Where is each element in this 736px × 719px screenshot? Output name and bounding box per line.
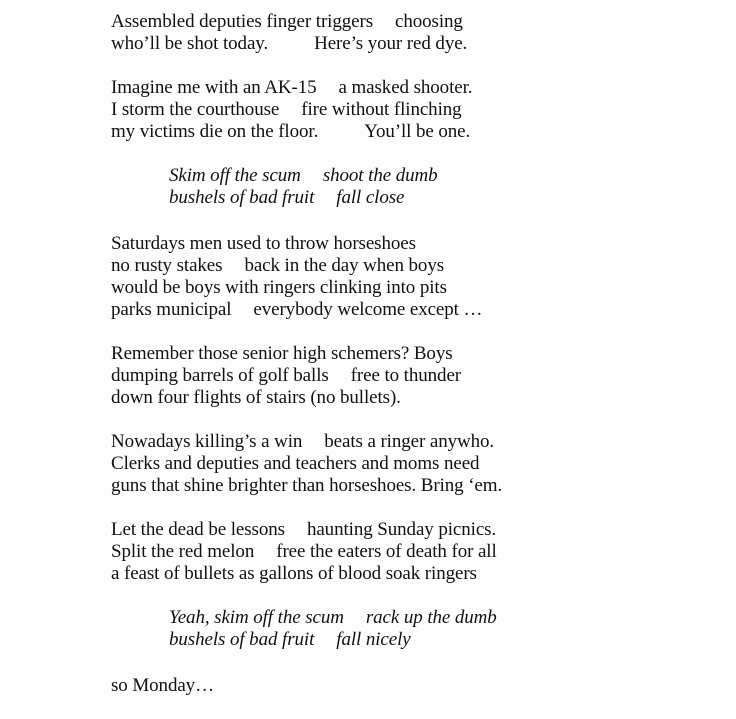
poem-line: [111, 77, 711, 99]
poem-body: [111, 11, 711, 719]
line-phrase: beats a ringer anywho.: [324, 431, 495, 452]
poem-line: [111, 365, 711, 387]
poem-line: [111, 343, 711, 365]
line-phrase: so Monday…: [111, 675, 214, 696]
closing-line: [111, 675, 711, 697]
line-phrase: bushels of bad fruit: [169, 629, 315, 650]
line-phrase: Clerks and deputies and teachers and moms need: [111, 453, 480, 474]
poem-line: [169, 165, 711, 187]
line-phrase: dumping barrels of golf balls: [111, 365, 329, 386]
line-phrase: rack up the dumb: [365, 607, 497, 628]
stanza-6: [111, 431, 711, 497]
line-phrase: Skim off the scum: [169, 165, 301, 186]
poem-line: [111, 475, 711, 497]
poem-line: [111, 675, 711, 697]
line-phrase: free the eaters of death for all: [276, 541, 497, 562]
poem-line: [169, 629, 711, 651]
line-phrase: I storm the courthouse: [111, 99, 280, 120]
line-phrase: Assembled deputies finger triggers: [111, 11, 374, 32]
line-phrase: Here’s your red dye.: [314, 33, 468, 54]
line-phrase: Imagine me with an AK-15: [111, 77, 317, 98]
stanza-5: [111, 343, 711, 409]
line-phrase: Remember those senior high schemers? Boys: [111, 343, 453, 364]
line-phrase: a masked shooter.: [338, 77, 473, 98]
line-phrase: Split the red melon: [111, 541, 255, 562]
line-phrase: Nowadays killing’s a win: [111, 431, 303, 452]
line-phrase: everybody welcome except …: [253, 299, 483, 320]
poem-line: [111, 277, 711, 299]
poem-line: [111, 33, 711, 55]
stanza-1: [111, 11, 711, 55]
poem-line: [111, 99, 711, 121]
poem-line: [169, 187, 711, 209]
line-phrase: no rusty stakes: [111, 255, 223, 276]
line-phrase: fire without flinching: [301, 99, 462, 120]
poem-line: [169, 607, 711, 629]
poem-line: [111, 541, 711, 563]
line-phrase: would be boys with ringers clinking into pits: [111, 277, 447, 298]
poem-line: [111, 11, 711, 33]
line-phrase: fall close: [336, 187, 405, 208]
poem-line: [111, 121, 711, 143]
poem-line: [111, 431, 711, 453]
line-phrase: bushels of bad fruit: [169, 187, 315, 208]
poem-line: [111, 299, 711, 321]
line-phrase: shoot the dumb: [322, 165, 438, 186]
line-phrase: fall nicely: [336, 629, 411, 650]
line-phrase: down four flights of stairs (no bullets).: [111, 387, 401, 408]
refrain-1: [111, 165, 711, 209]
line-phrase: choosing: [395, 11, 463, 32]
poem-line: [111, 255, 711, 277]
poem-line: [111, 563, 711, 585]
line-phrase: haunting Sunday picnics.: [306, 519, 497, 540]
line-phrase: my victims die on the floor.: [111, 121, 319, 142]
line-phrase: back in the day when boys: [244, 255, 445, 276]
line-phrase: You’ll be one.: [364, 121, 471, 142]
line-phrase: free to thunder: [350, 365, 462, 386]
line-phrase: parks municipal: [111, 299, 232, 320]
refrain-2: [111, 607, 711, 651]
line-phrase: Let the dead be lessons: [111, 519, 285, 540]
stanza-7: [111, 519, 711, 585]
line-phrase: guns that shine brighter than horseshoes. Bring ‘em.: [111, 475, 503, 496]
stanza-4: [111, 233, 711, 321]
line-phrase: Saturdays men used to throw horseshoes: [111, 233, 416, 254]
poem-line: [111, 233, 711, 255]
line-phrase: Yeah, skim off the scum: [169, 607, 344, 628]
poem-line: [111, 387, 711, 409]
line-phrase: who’ll be shot today.: [111, 33, 269, 54]
poem-line: [111, 519, 711, 541]
line-phrase: a feast of bullets as gallons of blood soak ringers: [111, 563, 477, 584]
poem-line: [111, 453, 711, 475]
stanza-2: [111, 77, 711, 143]
